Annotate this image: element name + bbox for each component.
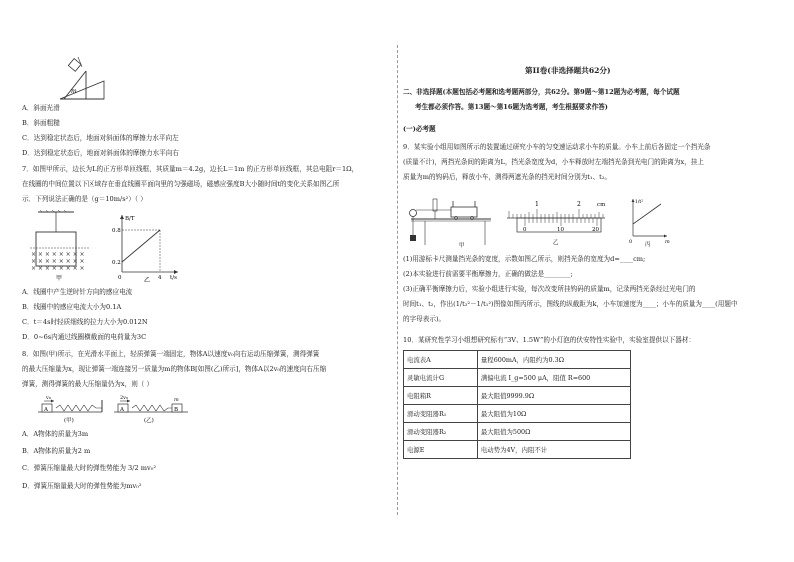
q7-option-c: C．t＝4s时轻质细线的拉力大小为0.012N	[22, 318, 148, 326]
q9-vernier-10: 10	[557, 227, 564, 233]
required-label: (一)必考题	[403, 125, 436, 133]
q9-graph-origin: 0	[629, 239, 633, 245]
q7-coil-figure	[28, 210, 98, 282]
equipment-name: 电流表A	[404, 351, 478, 369]
equipment-name: 滑动变阻器R₂	[404, 423, 478, 441]
q8-fig-b-caption: (乙)	[144, 418, 154, 424]
table-row	[404, 351, 631, 369]
q9-sub-3: (3)正确平衡摩擦力后，实验小组进行实验，每次改变所挂钩码的质量m，记录两挡光条经过光电门的	[403, 285, 696, 293]
q7-fig-a-caption: 甲	[56, 275, 63, 282]
equipment-name: 滑动变阻器R₁	[404, 405, 478, 423]
svg-text:× × × × × × × ×: × × × × × × × ×	[31, 251, 85, 258]
q7-graph-y-tick-high: 0.8	[112, 228, 121, 234]
right-column	[397, 0, 794, 562]
q9-graph-y-label: 1/t²	[635, 200, 643, 205]
q7-option-b: B．线圈中的感应电流大小为0.1A	[22, 303, 122, 311]
svg-text:× × × × × × × ×: × × × × × × × ×	[31, 265, 85, 272]
q9-sub-4: 时间t₁、t₂，作出(1/t₂²－1/t₁²)图像如图丙所示，图线的纵截距为k，小车加速度为____；小车的质量为____(用题中	[403, 300, 738, 308]
q6-option-b: B．斜面粗糙	[22, 119, 60, 127]
q9-apparatus-figure	[405, 195, 497, 251]
q7-graph-figure	[112, 212, 182, 282]
q8-text-line-1: 8．如图(甲)所示，在光滑水平面上，轻质弹簧一端固定，物体A以速度v₀向右运动压缩弹簧，测得弹簧	[22, 350, 320, 358]
equipment-spec: 最大阻值为10Ω	[477, 405, 630, 423]
q9-sub-5: 的字母表示)。	[403, 315, 446, 323]
q9-sub-1: (1)用游标卡尺测量挡光条的宽度，示数如图乙所示，则挡光条的宽度为d=____cm;	[403, 255, 646, 263]
q8-text-line-2: 的最大压缩量为x，现让弹簧一端连接另一质量为m的物体B[如图(乙)所示]，物体A以2v₀的速度向右压缩	[22, 365, 327, 373]
q7-graph-x-label: t/s	[170, 275, 177, 281]
q9-scale-unit: cm	[597, 202, 606, 208]
equipment-spec: 电动势为4V，内阻不计	[477, 441, 630, 459]
q9-fig-a-caption: 甲	[459, 243, 465, 249]
q9-text-line-3: 质量为m的钩码后，释放小车，测得两遮光条的挡光时间分别为t₁、t₂。	[403, 173, 612, 181]
q9-fig-b-caption: 乙	[553, 240, 559, 246]
equipment-table	[403, 350, 631, 459]
part2-heading-line-1: 二、非选择题(本题包括必考题和选考题两部分，共62分。第9题～第12题为必考题，每个试题	[403, 88, 680, 96]
q7-fig-b-caption: 乙	[144, 277, 151, 284]
equipment-name: 灵敏电流计G	[404, 369, 478, 387]
q6-option-a: A．斜面光滑	[22, 104, 60, 112]
q6-option-d: D．达到稳定状态后，地面对斜面体的摩擦力水平向右	[22, 149, 179, 157]
q8-option-b: B．A物体的质量为2 m	[22, 447, 91, 455]
q7-option-a: A．线圈中产生逆时针方向的感应电流	[22, 288, 133, 296]
equipment-spec: 量程600mA，内阻约为0.3Ω	[477, 351, 630, 369]
q6-mass-label: m	[71, 88, 77, 95]
q6-incline-figure	[58, 55, 108, 101]
q7-text-line-2: 在线圈的中间位置以下区域存在垂直线圈平面向里的匀强磁场，磁感应强度B大小随时间t的变化关系如图乙所	[22, 180, 340, 188]
q9-vernier-figure	[505, 198, 609, 250]
q8-option-d: D．弹簧压缩量最大时的弹性势能为mv₀²	[22, 482, 142, 490]
svg-text:× × × × × × × ×: × × × × × × × ×	[31, 258, 85, 265]
q7-graph-y-label: B/T	[125, 216, 135, 222]
q9-sub-2: (2)本实验进行前需要平衡摩擦力，正确的做法是________;	[403, 270, 573, 278]
q8-text-line-3: 弹簧，测得弹簧的最大压缩量仍为x，则（ ）	[22, 380, 154, 388]
part2-heading-line-2: 考生都必须作答。第13题～第16题为选考题，考生根据要求作答)	[415, 103, 608, 111]
q8-fig-b-mass: m	[174, 397, 179, 403]
q8-fig-b-block-b: B	[174, 407, 179, 413]
q7-text-line-1: 7．如图甲所示，边长为L的正方形单匝线框，其质量m＝4.2g，边长L＝1m 的正方形单匝线框，其总电阻r＝1Ω，	[22, 165, 359, 173]
q10-text: 10．某研究性学习小组想研究标有“3V、1.5W”的小灯泡的伏安特性实验中，实验室提供以下器材：	[403, 336, 696, 344]
equipment-name: 电源E	[404, 441, 478, 459]
q7-text-line-3: 示．下列说法正确的是（g＝10m/s²）（ ）	[22, 195, 147, 203]
q8-fig-a-block-label: A	[44, 407, 48, 413]
q7-graph-x-tick: 4	[158, 275, 162, 281]
q9-vernier-0: 0	[523, 227, 527, 233]
q8-spring-figure-a	[36, 396, 106, 426]
equipment-name: 电阻箱R	[404, 387, 478, 405]
section-title: 第II卷(非选择题共62分)	[525, 66, 611, 75]
q7-graph-y-tick-low: 0.2	[112, 260, 121, 266]
q9-text-line-1: 9．某实验小组用如图所示的装置通过研究小车的匀变速运动求小车的质量。小车上前后各固定一个挡光条	[403, 143, 711, 151]
q9-fig-c-caption: 丙	[645, 242, 651, 248]
q9-text-line-2: (质量不计)，两挡光条间的距离为L，挡光条宽度为d，小车释放时左端挡光条到光电门的距离为x，挂上	[403, 158, 704, 166]
table-row	[404, 405, 631, 423]
q8-fig-a-caption: (甲)	[64, 418, 74, 424]
q8-option-c: C．弹簧压缩量最大时的弹性势能为 3/2 mv₀²	[22, 464, 157, 472]
q9-scale-main-1: 1	[535, 201, 539, 208]
q9-vernier-20: 20	[592, 227, 599, 233]
q9-graph-x-label: m	[665, 239, 670, 245]
equipment-spec: 最大阻值为500Ω	[477, 423, 630, 441]
q9-graph-figure	[627, 196, 671, 248]
table-row	[404, 441, 631, 459]
table-row	[404, 369, 631, 387]
q8-fig-b-velocity: 2v₀	[120, 395, 129, 401]
q7-graph-origin: 0	[118, 275, 122, 281]
q6-option-c: C．达到稳定状态后，地面对斜面体的摩擦力水平向左	[22, 134, 179, 142]
q8-fig-a-velocity: v₀	[46, 395, 51, 401]
q8-fig-b-block-a: A	[120, 407, 124, 413]
equipment-spec: 满偏电流 I_g=500 μA，阻值 R=600	[477, 369, 630, 387]
q8-spring-figure-b	[112, 396, 192, 426]
table-row	[404, 387, 631, 405]
q7-option-d: D．0~6s内通过线圈横截面的电荷量为3C	[22, 333, 147, 341]
equipment-spec: 最大阻值9999.9Ω	[477, 387, 630, 405]
table-row	[404, 423, 631, 441]
q9-scale-main-2: 2	[577, 201, 581, 208]
q8-option-a: A．A物体的质量为3m	[22, 430, 89, 438]
